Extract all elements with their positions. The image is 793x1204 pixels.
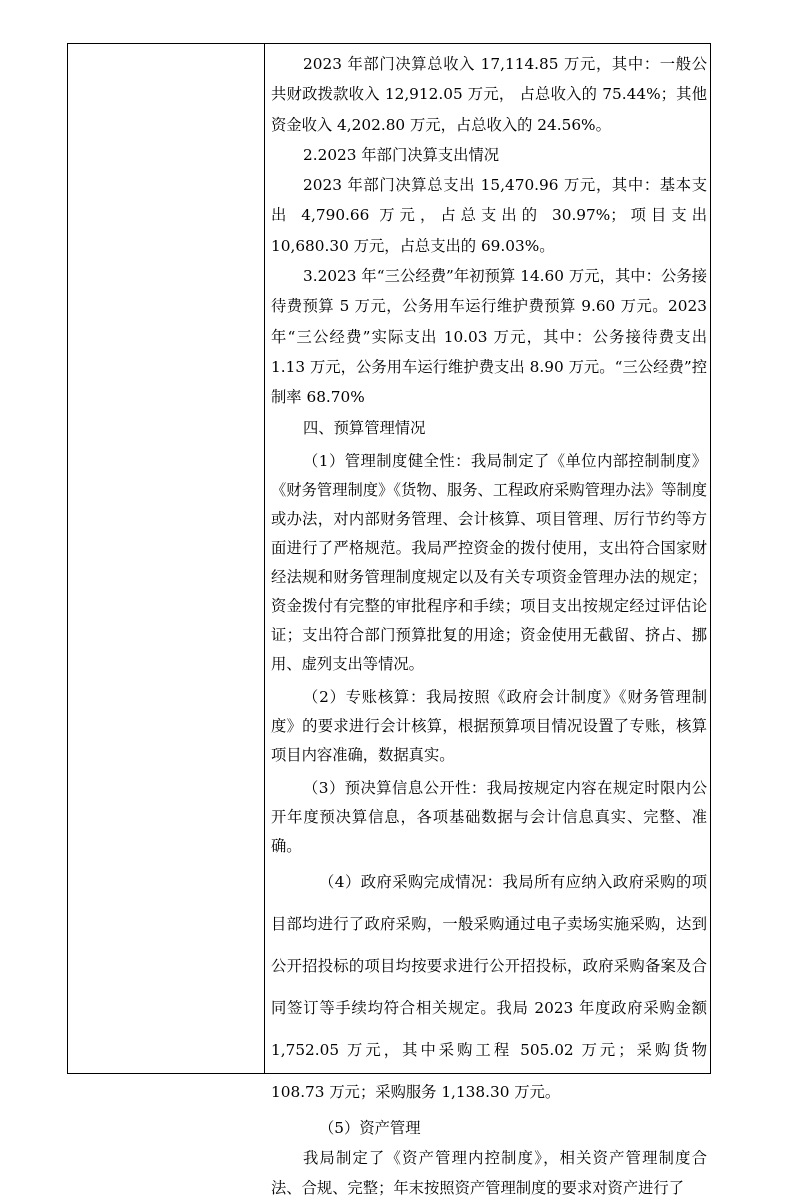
three-public-expenses-paragraph: 3.2023 年“三公经费”年初预算 14.60 万元，其中：公务接待费预算 5 万元，公务用车运行维护费预算 9.60 万元。2023 年“三公经费”实际支出 10.03 万元，其中：公务接待费支出 1.13 万元，公务用车运行维护费支出 8.90 万元。“三公经费”控制率 68.70% [271, 267, 707, 407]
expenditure-paragraph: 2023 年部门决算总支出 15,470.96 万元，其中：基本支出 4,790.66 万元，占总支出的 30.97%；项目支出 10,680.30 万元，占总支出的 69.03%。 [271, 176, 707, 255]
item-special-accounting: （2）专账核算：我局按照《政府会计制度》《财务管理制度》的要求进行会计核算，根据预算项目情况设置了专账，核算项目内容准确，数据真实。 [271, 687, 707, 764]
item-information-disclosure: （3）预决算信息公开性：我局按规定内容在规定时限内公开年度预决算信息，各项基础数据与会计信息真实、完整、准确。 [271, 778, 707, 855]
column-divider [264, 44, 265, 1073]
item-asset-management-heading: （5）资产管理 [319, 1118, 421, 1137]
budget-management-heading: 四、预算管理情况 [303, 418, 426, 437]
item-government-procurement: （4）政府采购完成情况：我局所有应纳入政府采购的项目部均进行了政府采购，一般采购通过电子卖场实施采购，达到公开招投标的项目均按要求进行公开招投标，政府采购备案及合同签订等手续均符合相关规定。我局 2023 年度政府采购金额 1,752.05 万元，其中采购工程 505.02 万元；采购货物 108.73 万元；采购服务 1,138.30 万元。 [271, 872, 707, 1101]
document-table [67, 43, 711, 1198]
expenditure-heading: 2.2023 年部门决算支出情况 [303, 145, 500, 164]
content-cell [271, 44, 707, 1204]
item-asset-management-body: 我局制定了《资产管理内控制度》，相关资产管理制度合法、合规、完整；年末按照资产管理制度的要求对资产进行了 [271, 1149, 707, 1198]
income-paragraph: 2023 年部门决算总收入 17,114.85 万元，其中：一般公共财政拨款收入 12,912.05 万元， 占总收入的 75.44%；其他资金收入 4,202.80 万元，占总收入的 24.56%。 [271, 55, 707, 134]
item-management-system: （1）管理制度健全性：我局制定了《单位内部控制制度》《财务管理制度》《货物、服务、工程政府采购管理办法》等制度或办法，对内部财务管理、会计核算、项目管理、厉行节约等方面进行了严格规范。我局严控资金的拨付使用，支出符合国家财经法规和财务管理制度规定以及有关专项资金管理办法的规定；资金拨付有完整的审批程序和手续；项目支出按规定经过评估论证；支出符合部门预算批复的用途；资金使用无截留、挤占、挪用、虚列支出等情况。 [271, 451, 707, 673]
